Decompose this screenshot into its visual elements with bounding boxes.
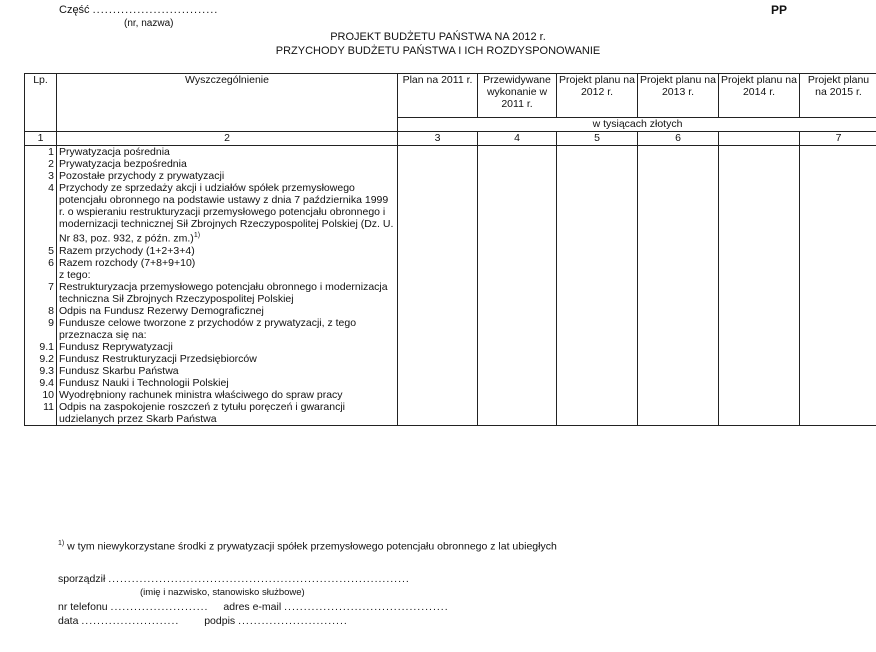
value-cell[interactable] bbox=[800, 245, 876, 257]
value-cell[interactable] bbox=[638, 341, 719, 353]
value-cell[interactable] bbox=[478, 269, 557, 281]
value-cell[interactable] bbox=[638, 317, 719, 341]
title-line-1: PROJEKT BUDŻETU PAŃSTWA NA 2012 r. bbox=[330, 31, 546, 43]
value-cell[interactable] bbox=[719, 269, 800, 281]
row-description bbox=[57, 257, 398, 269]
value-cell[interactable] bbox=[800, 317, 876, 341]
value-cell[interactable] bbox=[800, 269, 876, 281]
row-number: 3 bbox=[25, 170, 57, 182]
row-text: Fundusz Restrukturyzacji Przedsiębiorców bbox=[59, 352, 257, 365]
col-number: 1 bbox=[25, 132, 57, 146]
row-number: 11 bbox=[25, 401, 57, 426]
row-footnote-mark: 1) bbox=[193, 232, 201, 239]
row-number bbox=[25, 269, 57, 281]
value-cell[interactable] bbox=[557, 389, 638, 401]
col-number: 5 bbox=[557, 132, 638, 146]
value-cell[interactable] bbox=[557, 269, 638, 281]
row-description bbox=[57, 317, 398, 341]
value-cell[interactable] bbox=[557, 305, 638, 317]
title-line-2: PRZYCHODY BUDŻETU PAŃSTWA I ICH ROZDYSPONOWANIE bbox=[275, 45, 601, 57]
value-cell[interactable] bbox=[478, 317, 557, 341]
value-cell[interactable] bbox=[557, 341, 638, 353]
value-cell[interactable] bbox=[398, 401, 478, 426]
value-cell[interactable] bbox=[398, 281, 478, 305]
table-row bbox=[25, 305, 876, 317]
value-cell[interactable] bbox=[557, 317, 638, 341]
footnote-text: w tym niewykorzystane środki z prywatyzacji spółek przemysłowego potencjału obronnego z lat ubiegłych bbox=[67, 540, 557, 553]
value-cell[interactable] bbox=[638, 353, 719, 365]
value-cell[interactable] bbox=[398, 257, 478, 269]
value-cell[interactable] bbox=[557, 257, 638, 269]
value-cell[interactable] bbox=[719, 245, 800, 257]
value-cell[interactable] bbox=[478, 182, 557, 245]
table-body bbox=[25, 146, 876, 426]
col-header-project-2014: Projekt planu na 2014 r. bbox=[719, 74, 800, 118]
value-cell[interactable] bbox=[398, 170, 478, 182]
row-number: 8 bbox=[25, 305, 57, 317]
value-cell[interactable] bbox=[478, 341, 557, 353]
table-row bbox=[25, 170, 876, 182]
value-cell[interactable] bbox=[398, 245, 478, 257]
value-cell[interactable] bbox=[800, 401, 876, 426]
part-field bbox=[59, 4, 218, 16]
row-text: Prywatyzacja bezpośrednia bbox=[59, 158, 187, 170]
row-description bbox=[57, 146, 398, 159]
row-description bbox=[57, 401, 398, 426]
row-number: 6 bbox=[25, 257, 57, 269]
value-cell[interactable] bbox=[800, 158, 876, 170]
value-cell[interactable] bbox=[557, 365, 638, 377]
value-cell[interactable] bbox=[638, 305, 719, 317]
value-cell[interactable] bbox=[478, 170, 557, 182]
value-cell[interactable] bbox=[800, 353, 876, 365]
row-number: 9.2 bbox=[25, 353, 57, 365]
value-cell[interactable] bbox=[719, 305, 800, 317]
table-row bbox=[25, 146, 876, 159]
value-cell[interactable] bbox=[800, 389, 876, 401]
table-row bbox=[25, 353, 876, 365]
form-code: PP bbox=[771, 3, 788, 17]
part-label: Część bbox=[59, 4, 90, 16]
value-cell[interactable] bbox=[398, 317, 478, 341]
date-field[interactable]: ......................... bbox=[81, 615, 180, 627]
col-number: 4 bbox=[478, 132, 557, 146]
value-cell[interactable] bbox=[478, 377, 557, 389]
table-row bbox=[25, 341, 876, 353]
date-sign-fields bbox=[58, 615, 348, 627]
row-text: Odpis na Fundusz Rezerwy Demograficznej bbox=[59, 304, 264, 317]
row-text: Przychody ze sprzedaży akcji i udziałów spółek przemysłowego potencjału obronnego na podstawie ustawy z dnia 7 października 1999 r. o wspieraniu restrukturyzacji przemysłowego potencjału obronnego i modernizacji technicznej Sił Zbrojnych Rzeczypospolitej Polskiej (Dz. U. Nr 83, poz. 932, z późn. zm.) bbox=[59, 182, 394, 245]
value-cell[interactable] bbox=[478, 158, 557, 170]
value-cell[interactable] bbox=[638, 389, 719, 401]
value-cell[interactable] bbox=[800, 365, 876, 377]
row-description bbox=[57, 305, 398, 317]
value-cell[interactable] bbox=[557, 182, 638, 245]
row-description bbox=[57, 341, 398, 353]
table-row bbox=[25, 365, 876, 377]
value-cell[interactable] bbox=[638, 245, 719, 257]
value-cell[interactable] bbox=[800, 377, 876, 389]
value-cell[interactable] bbox=[719, 146, 800, 159]
phone-label: nr telefonu bbox=[58, 601, 108, 613]
row-text: Fundusz Skarbu Państwa bbox=[59, 364, 179, 377]
contact-fields bbox=[58, 601, 449, 613]
sign-field[interactable]: ............................ bbox=[238, 615, 348, 627]
row-text: Prywatyzacja pośrednia bbox=[59, 146, 170, 158]
value-cell[interactable] bbox=[398, 389, 478, 401]
prepared-label: sporządził bbox=[58, 573, 106, 585]
value-cell[interactable] bbox=[478, 257, 557, 269]
table-row bbox=[25, 377, 876, 389]
col-header-project-2015: Projekt planu na 2015 r. bbox=[800, 74, 876, 118]
row-text: Razem rozchody (7+8+9+10) bbox=[59, 256, 196, 269]
value-cell[interactable] bbox=[398, 158, 478, 170]
row-description bbox=[57, 182, 398, 245]
row-description bbox=[57, 281, 398, 305]
value-cell[interactable] bbox=[557, 401, 638, 426]
col-number: 3 bbox=[398, 132, 478, 146]
prepared-by-field[interactable] bbox=[58, 573, 410, 585]
footnote-mark: 1) bbox=[58, 540, 65, 547]
row-number: 9.3 bbox=[25, 365, 57, 377]
row-description bbox=[57, 353, 398, 365]
value-cell[interactable] bbox=[638, 401, 719, 426]
part-note: (nr, nazwa) bbox=[124, 18, 174, 29]
row-text: z tego: bbox=[59, 268, 91, 281]
value-cell[interactable] bbox=[638, 377, 719, 389]
row-description bbox=[57, 269, 398, 281]
value-cell[interactable] bbox=[557, 170, 638, 182]
col-header-plan-2011: Plan na 2011 r. bbox=[398, 74, 478, 118]
col-number: 7 bbox=[800, 132, 876, 146]
row-text: Razem przychody (1+2+3+4) bbox=[59, 244, 195, 257]
value-cell[interactable] bbox=[557, 281, 638, 305]
value-cell[interactable] bbox=[800, 305, 876, 317]
row-description bbox=[57, 170, 398, 182]
column-number-row bbox=[25, 132, 876, 146]
value-cell[interactable] bbox=[478, 245, 557, 257]
row-description bbox=[57, 365, 398, 377]
value-cell[interactable] bbox=[398, 269, 478, 281]
row-description bbox=[57, 245, 398, 257]
value-cell[interactable] bbox=[398, 365, 478, 377]
table-row bbox=[25, 281, 876, 305]
value-cell[interactable] bbox=[719, 170, 800, 182]
value-cell[interactable] bbox=[638, 158, 719, 170]
value-cell[interactable] bbox=[719, 401, 800, 426]
value-cell[interactable] bbox=[478, 389, 557, 401]
part-dots: ............................... bbox=[92, 4, 219, 16]
row-number: 10 bbox=[25, 389, 57, 401]
value-cell[interactable] bbox=[478, 365, 557, 377]
prepared-dots: ............................................................................. bbox=[108, 573, 410, 585]
value-cell[interactable] bbox=[638, 257, 719, 269]
budget-table bbox=[24, 73, 876, 426]
value-cell[interactable] bbox=[800, 281, 876, 305]
value-cell[interactable] bbox=[719, 281, 800, 305]
value-cell[interactable] bbox=[557, 158, 638, 170]
value-cell[interactable] bbox=[557, 146, 638, 159]
col-number: 6 bbox=[638, 132, 719, 146]
value-cell[interactable] bbox=[478, 281, 557, 305]
value-cell[interactable] bbox=[800, 146, 876, 159]
value-cell[interactable] bbox=[398, 146, 478, 159]
value-cell[interactable] bbox=[557, 377, 638, 389]
table-header bbox=[25, 74, 876, 146]
col-header-project-2012: Projekt planu na 2012 r. bbox=[557, 74, 638, 118]
value-cell[interactable] bbox=[638, 170, 719, 182]
table-row bbox=[25, 317, 876, 341]
value-cell[interactable] bbox=[398, 341, 478, 353]
row-text: Restrukturyzacja przemysłowego potencjału obronnego i modernizacja techniczna Sił Zbrojnych Rzeczypospolitej Polskiej bbox=[59, 280, 388, 305]
phone-field[interactable]: ......................... bbox=[110, 601, 209, 613]
col-header-project-2013: Projekt planu na 2013 r. bbox=[638, 74, 719, 118]
table-row bbox=[25, 401, 876, 426]
value-cell[interactable] bbox=[719, 377, 800, 389]
value-cell[interactable] bbox=[800, 170, 876, 182]
row-number: 2 bbox=[25, 158, 57, 170]
value-cell[interactable] bbox=[800, 182, 876, 245]
col-header-expected-2011: Przewidywane wykonanie w 2011 r. bbox=[478, 74, 557, 118]
sign-label: podpis bbox=[204, 615, 236, 627]
row-number: 7 bbox=[25, 281, 57, 305]
unit-label: w tysiącach złotych bbox=[398, 118, 876, 132]
row-number: 1 bbox=[25, 146, 57, 159]
date-label: data bbox=[58, 615, 79, 627]
value-cell[interactable] bbox=[557, 245, 638, 257]
value-cell[interactable] bbox=[398, 377, 478, 389]
value-cell[interactable] bbox=[638, 182, 719, 245]
row-text: Fundusz Nauki i Technologii Polskiej bbox=[59, 376, 229, 389]
row-number: 4 bbox=[25, 182, 57, 245]
table-row bbox=[25, 158, 876, 170]
value-cell[interactable] bbox=[719, 257, 800, 269]
row-number: 9 bbox=[25, 317, 57, 341]
value-cell[interactable] bbox=[478, 146, 557, 159]
value-cell[interactable] bbox=[719, 365, 800, 377]
value-cell[interactable] bbox=[719, 341, 800, 353]
email-field[interactable]: .......................................... bbox=[284, 601, 449, 613]
value-cell[interactable] bbox=[478, 401, 557, 426]
col-number bbox=[719, 132, 800, 146]
value-cell[interactable] bbox=[638, 281, 719, 305]
row-description bbox=[57, 158, 398, 170]
prepared-note: (imię i nazwisko, stanowisko służbowe) bbox=[140, 587, 305, 598]
row-text: Odpis na zaspokojenie roszczeń z tytułu poręczeń i gwarancji udzielanych przez Skarb Państwa bbox=[59, 400, 345, 425]
col-header-description: Wyszczególnienie bbox=[57, 74, 398, 132]
value-cell[interactable] bbox=[800, 257, 876, 269]
table-row bbox=[25, 257, 876, 269]
col-number: 2 bbox=[57, 132, 398, 146]
row-text: Wyodrębniony rachunek ministra właściwego do spraw pracy bbox=[59, 388, 343, 401]
value-cell[interactable] bbox=[719, 389, 800, 401]
table-row bbox=[25, 245, 876, 257]
footnote bbox=[58, 540, 557, 553]
row-description bbox=[57, 377, 398, 389]
value-cell[interactable] bbox=[398, 353, 478, 365]
value-cell[interactable] bbox=[800, 341, 876, 353]
col-header-lp: Lp. bbox=[25, 74, 57, 132]
row-description bbox=[57, 389, 398, 401]
email-label: adres e-mail bbox=[223, 601, 282, 613]
row-number: 5 bbox=[25, 245, 57, 257]
value-cell[interactable] bbox=[557, 353, 638, 365]
row-number: 9.4 bbox=[25, 377, 57, 389]
value-cell[interactable] bbox=[719, 317, 800, 341]
row-text: Pozostałe przychody z prywatyzacji bbox=[59, 170, 225, 182]
table-row bbox=[25, 269, 876, 281]
value-cell[interactable] bbox=[638, 365, 719, 377]
row-text: Fundusz Reprywatyzacji bbox=[59, 340, 173, 353]
row-number: 9.1 bbox=[25, 341, 57, 353]
table-row bbox=[25, 182, 876, 245]
value-cell[interactable] bbox=[478, 353, 557, 365]
value-cell[interactable] bbox=[719, 353, 800, 365]
table-row bbox=[25, 389, 876, 401]
value-cell[interactable] bbox=[398, 305, 478, 317]
value-cell[interactable] bbox=[719, 182, 800, 245]
value-cell[interactable] bbox=[638, 146, 719, 159]
value-cell[interactable] bbox=[638, 269, 719, 281]
value-cell[interactable] bbox=[719, 158, 800, 170]
value-cell[interactable] bbox=[478, 305, 557, 317]
row-text: Fundusze celowe tworzone z przychodów z prywatyzacji, z tego przeznacza się na: bbox=[59, 316, 357, 341]
value-cell[interactable] bbox=[398, 182, 478, 245]
